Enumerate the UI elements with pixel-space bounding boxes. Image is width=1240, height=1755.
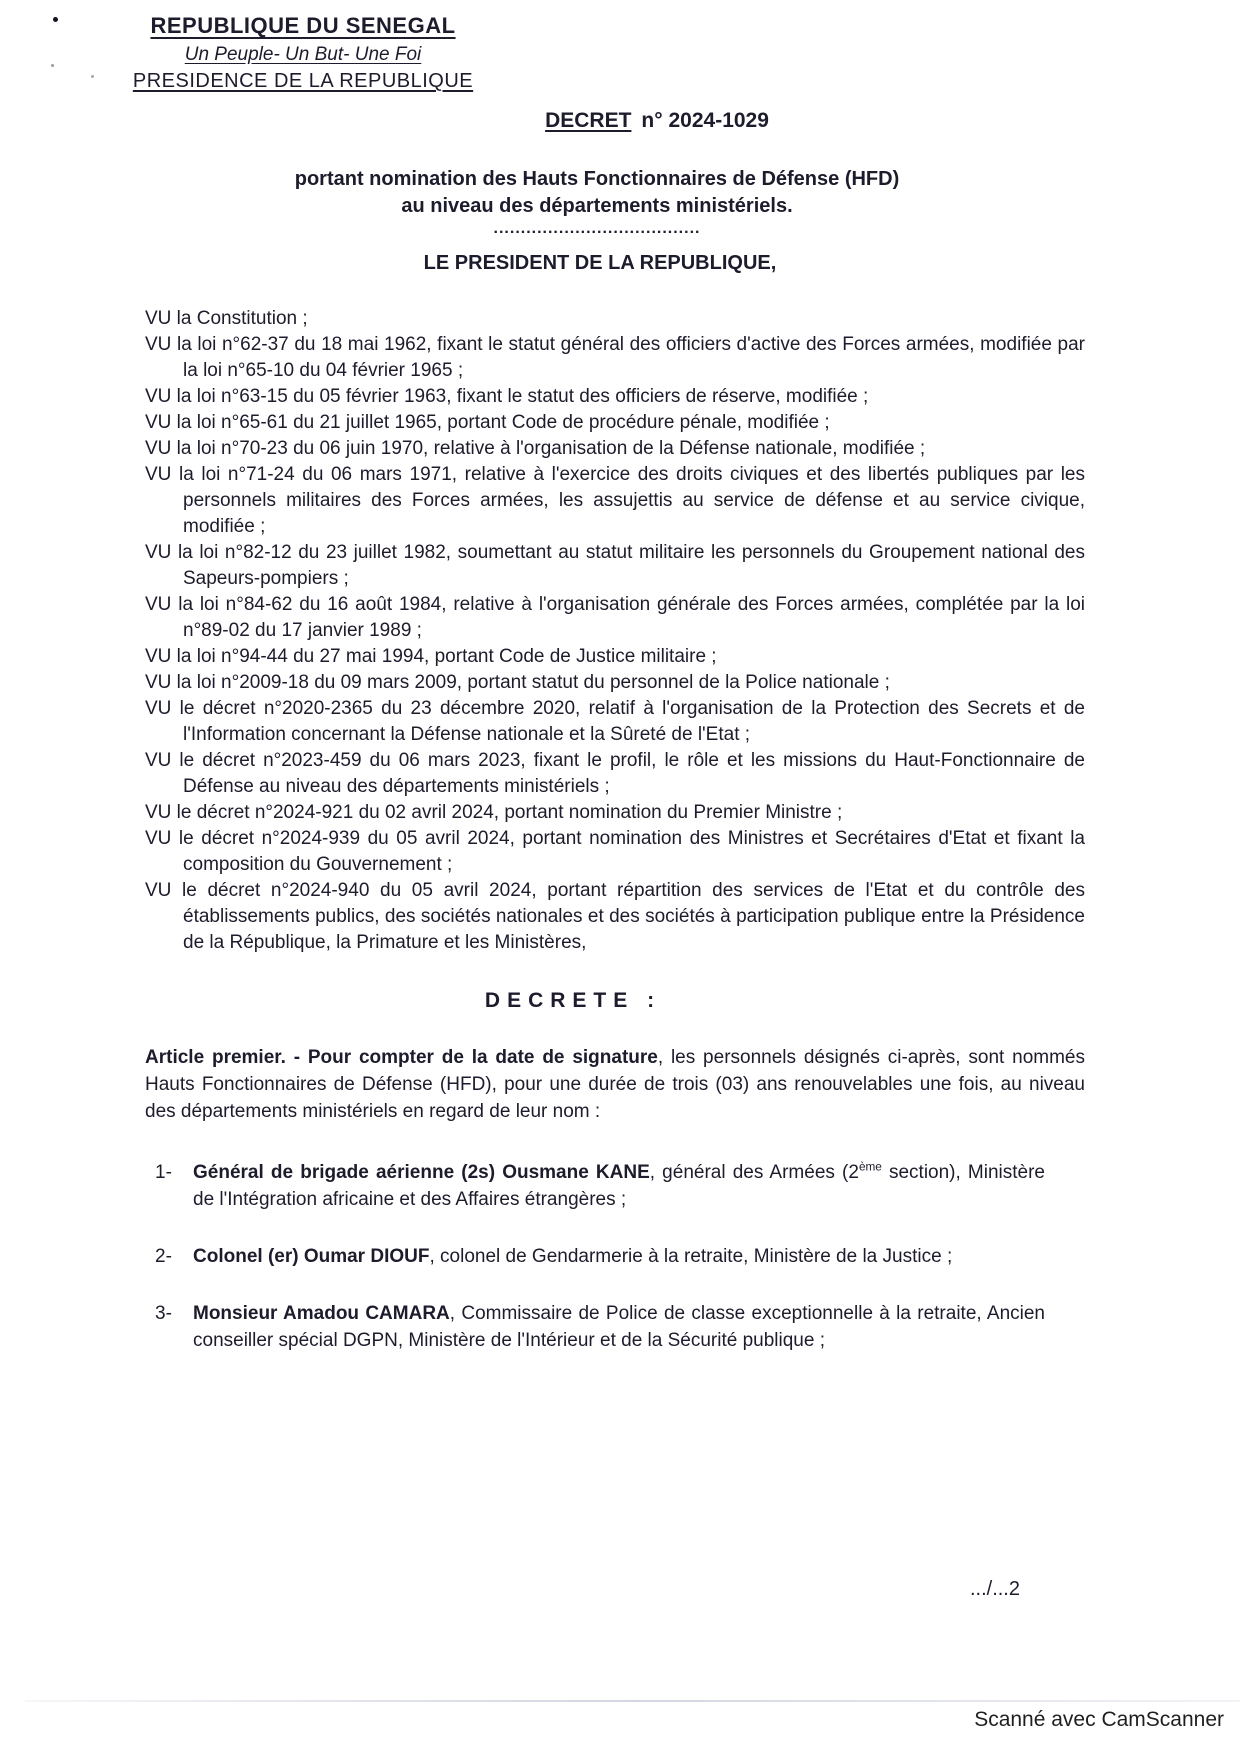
appointment-item (155, 1159, 1085, 1213)
appointee-name: Colonel (er) Oumar DIOUF (193, 1246, 430, 1267)
letterhead-country: REPUBLIQUE DU SENEGAL (150, 13, 456, 38)
visa-item: VU la loi n°82-12 du 23 juillet 1982, soumettant au statut militaire les personnels du Groupement national des Sapeurs-pompiers ; (145, 542, 1085, 589)
article-premier (145, 1044, 1085, 1125)
decree-label: DECRET (545, 109, 632, 132)
appointee-name: Général de brigade aérienne (2s) Ousmane KANE (193, 1162, 650, 1183)
appointment-number: 1- (155, 1162, 172, 1183)
appointment-item (155, 1300, 1085, 1354)
appointee-name: Monsieur Amadou CAMARA (193, 1303, 450, 1324)
decree-body (145, 100, 1085, 1384)
appointment-desc: , Commissaire de Police de classe exceptionnelle à la retraite, Ancien conseiller spécial DGPN, Ministère de l'Intérieur et de la Sécurité publique ; (193, 1303, 1046, 1351)
appointment-text (193, 1159, 1085, 1213)
visa-item: VU la loi n°62-37 du 18 mai 1962, fixant le statut général des officiers d'active des Forces armées, modifiée par la loi n°65-10 du 04 février 1965 ; (145, 334, 1085, 381)
appointment-list (145, 1159, 1085, 1354)
appointment-number: 2- (155, 1246, 172, 1267)
visa-item: VU la loi n°70-23 du 06 juin 1970, relative à l'organisation de la Défense nationale, modifiée ; (145, 438, 926, 459)
decree-subject-line1: portant nomination des Hauts Fonctionnaires de Défense (HFD) (294, 168, 900, 190)
decree-subject (127, 166, 1067, 220)
dotted-separator: ...................................... (493, 220, 701, 237)
scan-speckle (51, 64, 54, 67)
decree-number-line (187, 108, 1127, 134)
appointment-text (193, 1300, 1085, 1354)
visa-item: VU le décret n°2020-2365 du 23 décembre 2020, relatif à l'organisation de la Protection des Secrets et de l'Information concernant la Défense nationale et la Sûreté de l'Etat ; (145, 698, 1085, 745)
visa-item: VU la loi n°84-62 du 16 août 1984, relative à l'organisation générale des Forces armées, complétée par la loi n°89-02 du 17 janvier 1989 ; (145, 594, 1085, 641)
visa-item: VU le décret n°2024-921 du 02 avril 2024, portant nomination du Premier Ministre ; (145, 802, 843, 823)
visa-item: VU la loi n°65-61 du 21 juillet 1965, portant Code de procédure pénale, modifiée ; (145, 412, 830, 433)
appointment-item (155, 1243, 1085, 1270)
visa-item: VU la loi n°94-44 du 27 mai 1994, portant Code de Justice militaire ; (145, 646, 717, 667)
decree-subject-line2: au niveau des départements ministériels. (401, 195, 793, 217)
visa-item: VU le décret n°2023-459 du 06 mars 2023, fixant le profil, le rôle et les missions du Haut-Fonctionnaire de Défense au niveau des départements ministériels ; (145, 750, 1085, 797)
decrete-heading: DECRETE : (484, 989, 662, 1012)
appointment-desc: , colonel de Gendarmerie à la retraite, Ministère de la Justice ; (429, 1246, 953, 1267)
scan-artifact-line (25, 1700, 1240, 1702)
letterhead (128, 12, 478, 94)
appointment-desc: section), Ministère de l'Intégration africaine et des Affaires étrangères ; (193, 1162, 1045, 1210)
letterhead-institution: PRESIDENCE DE LA REPUBLIQUE (132, 70, 474, 93)
article-lead-rest: , les personnels désignés ci-après, sont nommés Hauts Fonctionnaires de Défense (HFD), pour une durée de trois (03) ans renouvelables une fois, au niveau des départements ministériels en regard de leur nom : (145, 1047, 1085, 1122)
visa-item: VU la loi n°71-24 du 06 mars 1971, relative à l'exercice des droits civiques et des libertés publiques par les personnels militaires des Forces armées, les assujettis au service de défense et au service civique, modifiée ; (145, 464, 1085, 537)
visa-list (145, 306, 1085, 956)
article-lead-bold: Article premier. - Pour compter de la date de signature (145, 1047, 658, 1068)
page-continuation-marker: .../...2 (969, 1578, 1020, 1600)
scan-speckle (91, 75, 94, 78)
camscanner-watermark: Scanné avec CamScanner (974, 1708, 1224, 1731)
visa-item: VU la Constitution ; (145, 308, 308, 329)
visa-item: VU la loi n°63-15 du 05 février 1963, fixant le statut des officiers de réserve, modifiée ; (145, 386, 869, 407)
appointment-text (193, 1243, 1085, 1270)
decree-number: n° 2024-1029 (641, 109, 769, 132)
visa-item: VU le décret n°2024-940 du 05 avril 2024, portant répartition des services de l'Etat et du contrôle des établissements publics, des sociétés nationales et des sociétés à participation publique entre la Présidence de la République, la Primature et les Ministères, (145, 880, 1085, 953)
visa-item: VU le décret n°2024-939 du 05 avril 2024, portant nomination des Ministres et Secrétaires d'Etat et fixant la composition du Gouvernement ; (145, 828, 1085, 875)
letterhead-motto: Un Peuple- Un But- Une Foi (184, 43, 422, 65)
appointment-desc: , général des Armées (2 (649, 1162, 859, 1183)
visa-item: VU la loi n°2009-18 du 09 mars 2009, portant statut du personnel de la Police nationale ; (145, 672, 890, 693)
ordinal-superscript: ème (858, 1160, 882, 1174)
appointment-number: 3- (155, 1303, 172, 1324)
salutation: LE PRESIDENT DE LA REPUBLIQUE, (423, 252, 777, 274)
scan-speckle (53, 17, 58, 22)
